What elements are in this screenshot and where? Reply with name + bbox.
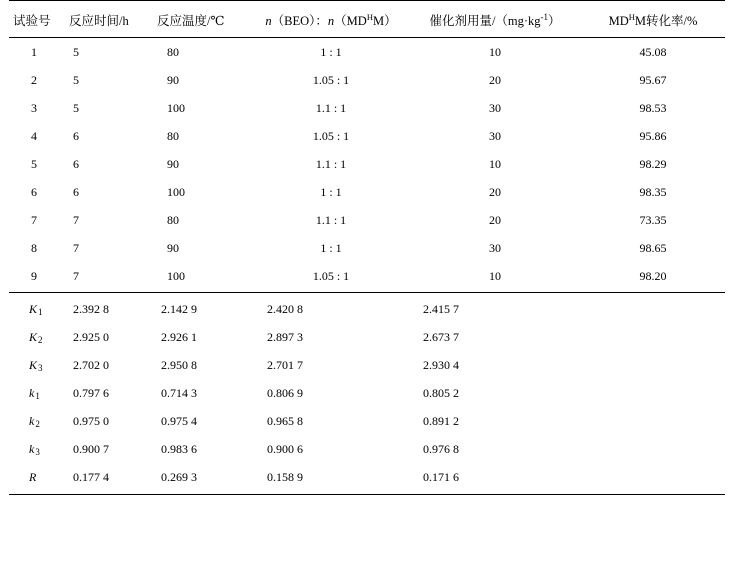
- cell-stat-value: 2.701 7: [267, 357, 303, 372]
- cell-stat-value: 2.673 7: [423, 329, 459, 344]
- cell-reaction-time: 7: [73, 240, 79, 255]
- column-header-mole-ratio: n（BEO）：$n(MD^HM)$: [253, 1, 409, 38]
- table-row: [9, 122, 725, 150]
- cell-reaction-temperature: 80: [167, 212, 179, 227]
- cell-reaction-time: 5: [73, 100, 79, 115]
- cell-trial-no: 6: [31, 184, 37, 199]
- cell-stat-label: $K_2$: [29, 329, 43, 345]
- table-row: [9, 38, 725, 67]
- cell-reaction-temperature: 80: [167, 44, 179, 59]
- cell-stat-label: $K_1$: [9, 292, 65, 323]
- column-header-trial-no: 试验号: [9, 1, 65, 38]
- cell-reaction-time: 6: [73, 184, 79, 199]
- cell-stat-empty: [581, 379, 725, 407]
- cell-stat-empty: [581, 463, 725, 494]
- cell-catalyst-dosage: 10: [489, 268, 501, 283]
- cell-stat-value: 2.925 0: [73, 329, 109, 344]
- cell-catalyst-dosage: 10: [489, 156, 501, 171]
- cell-reaction-time: 7: [73, 212, 79, 227]
- cell-reaction-time: 6: [73, 156, 79, 171]
- cell-reaction-temperature: 100: [167, 184, 185, 199]
- cell-catalyst-dosage: 10: [489, 44, 501, 59]
- cell-conversion: 98.65: [639, 240, 667, 255]
- table-header: [9, 1, 725, 38]
- cell-mole-ratio: 1.05 : 1: [312, 268, 350, 283]
- cell-stat-value: 2.930 4: [423, 357, 459, 372]
- cell-stat-label: $k_2$: [29, 413, 40, 429]
- cell-stat-empty: [581, 292, 725, 323]
- cell-conversion: 73.35: [639, 212, 667, 227]
- cell-stat-value: 0.806 9: [267, 385, 303, 400]
- table-header-row: [9, 1, 725, 38]
- cell-trial-no: 3: [31, 100, 37, 115]
- cell-stat-label: R: [9, 463, 65, 494]
- cell-trial-no: 7: [31, 212, 37, 227]
- cell-reaction-temperature: 90: [167, 156, 179, 171]
- stat-row: [9, 463, 725, 494]
- cell-reaction-temperature: 100: [167, 268, 185, 283]
- cell-conversion: 95.86: [639, 128, 667, 143]
- cell-catalyst-dosage: 30: [489, 240, 501, 255]
- column-header-reaction-time: 反应时间/h: [65, 1, 153, 38]
- cell-stat-value: 0.900 7: [73, 441, 109, 456]
- cell-stat-value: 2.415 7: [409, 292, 581, 323]
- cell-trial-no: 2: [31, 72, 37, 87]
- cell-conversion: 95.67: [639, 72, 667, 87]
- cell-reaction-time: 5: [73, 72, 79, 87]
- cell-stat-empty: [581, 351, 725, 379]
- cell-stat-label: $K_3$: [29, 357, 43, 373]
- cell-reaction-time: 5: [73, 44, 79, 59]
- stat-row: [9, 435, 725, 463]
- cell-stat-empty: [581, 323, 725, 351]
- cell-stat-value: 2.702 0: [73, 357, 109, 372]
- cell-stat-value: 0.158 9: [253, 463, 409, 494]
- cell-mole-ratio: 1.05 : 1: [312, 128, 350, 143]
- cell-stat-empty: [581, 407, 725, 435]
- cell-stat-value: 0.269 3: [153, 463, 253, 494]
- cell-trial-no: 1: [31, 44, 37, 59]
- cell-conversion: 98.35: [639, 184, 667, 199]
- cell-mole-ratio: 1.1 : 1: [315, 100, 347, 115]
- cell-stat-value: 0.714 3: [161, 385, 197, 400]
- column-header-catalyst-dosage: 催化剂用量$/(mg\cdot kg^{-1})$: [409, 1, 581, 38]
- cell-stat-value: 0.965 8: [267, 413, 303, 428]
- cell-trial-no: 5: [31, 156, 37, 171]
- cell-mole-ratio: 1 : 1: [320, 240, 342, 255]
- cell-catalyst-dosage: 20: [489, 212, 501, 227]
- cell-trial-no: 4: [31, 128, 37, 143]
- cell-stat-value: 2.897 3: [267, 329, 303, 344]
- table-row: [9, 66, 725, 94]
- cell-conversion: 98.20: [639, 268, 667, 283]
- cell-stat-value: 0.900 6: [267, 441, 303, 456]
- cell-mole-ratio: 1.1 : 1: [315, 212, 347, 227]
- cell-stat-empty: [581, 435, 725, 463]
- cell-mole-ratio: 1.05 : 1: [312, 72, 350, 87]
- cell-reaction-temperature: 90: [167, 240, 179, 255]
- cell-stat-value: 0.976 8: [423, 441, 459, 456]
- cell-mole-ratio: 1 : 1: [320, 184, 342, 199]
- cell-stat-value: 2.950 8: [161, 357, 197, 372]
- cell-conversion: 98.29: [639, 156, 667, 171]
- cell-mole-ratio: 1 : 1: [320, 44, 342, 59]
- stat-row: [9, 379, 725, 407]
- cell-stat-value: 0.891 2: [423, 413, 459, 428]
- cell-trial-no: 9: [31, 268, 37, 283]
- cell-stat-value: 2.142 9: [153, 292, 253, 323]
- table-row: [9, 150, 725, 178]
- cell-stat-value: 0.805 2: [423, 385, 459, 400]
- cell-stat-value: 0.171 6: [409, 463, 581, 494]
- cell-reaction-temperature: 100: [167, 100, 185, 115]
- cell-stat-value: 0.177 4: [65, 463, 153, 494]
- orthogonal-experiment-table: [9, 0, 725, 495]
- cell-stat-value: 0.983 6: [161, 441, 197, 456]
- cell-stat-label: $k_1$: [29, 385, 40, 401]
- table-row: [9, 178, 725, 206]
- cell-reaction-temperature: 90: [167, 72, 179, 87]
- cell-reaction-time: 7: [73, 268, 79, 283]
- cell-stat-value: 0.975 4: [161, 413, 197, 428]
- cell-catalyst-dosage: 30: [489, 128, 501, 143]
- stat-row: [9, 323, 725, 351]
- stat-row: [9, 351, 725, 379]
- cell-stat-label: $k_3$: [29, 441, 40, 457]
- table-row: [9, 262, 725, 292]
- cell-stat-value: 2.420 8: [253, 292, 409, 323]
- cell-reaction-time: 6: [73, 128, 79, 143]
- table-row: [9, 234, 725, 262]
- cell-stat-value: 0.975 0: [73, 413, 109, 428]
- cell-catalyst-dosage: 30: [489, 100, 501, 115]
- cell-conversion: 98.53: [639, 100, 667, 115]
- cell-stat-value: 0.797 6: [73, 385, 109, 400]
- stat-row: [9, 407, 725, 435]
- table-body: [9, 38, 725, 495]
- column-header-conversion: $MD^HM$转化率/%: [581, 1, 725, 38]
- cell-conversion: 45.08: [639, 44, 667, 59]
- table-row: [9, 206, 725, 234]
- cell-reaction-temperature: 80: [167, 128, 179, 143]
- column-header-reaction-temperature: 反应温度/℃: [153, 1, 253, 38]
- cell-catalyst-dosage: 20: [489, 72, 501, 87]
- cell-trial-no: 8: [31, 240, 37, 255]
- cell-stat-value: 2.392 8: [65, 292, 153, 323]
- stat-row: [9, 292, 725, 323]
- cell-catalyst-dosage: 20: [489, 184, 501, 199]
- table-row: [9, 94, 725, 122]
- cell-stat-value: 2.926 1: [161, 329, 197, 344]
- cell-mole-ratio: 1.1 : 1: [315, 156, 347, 171]
